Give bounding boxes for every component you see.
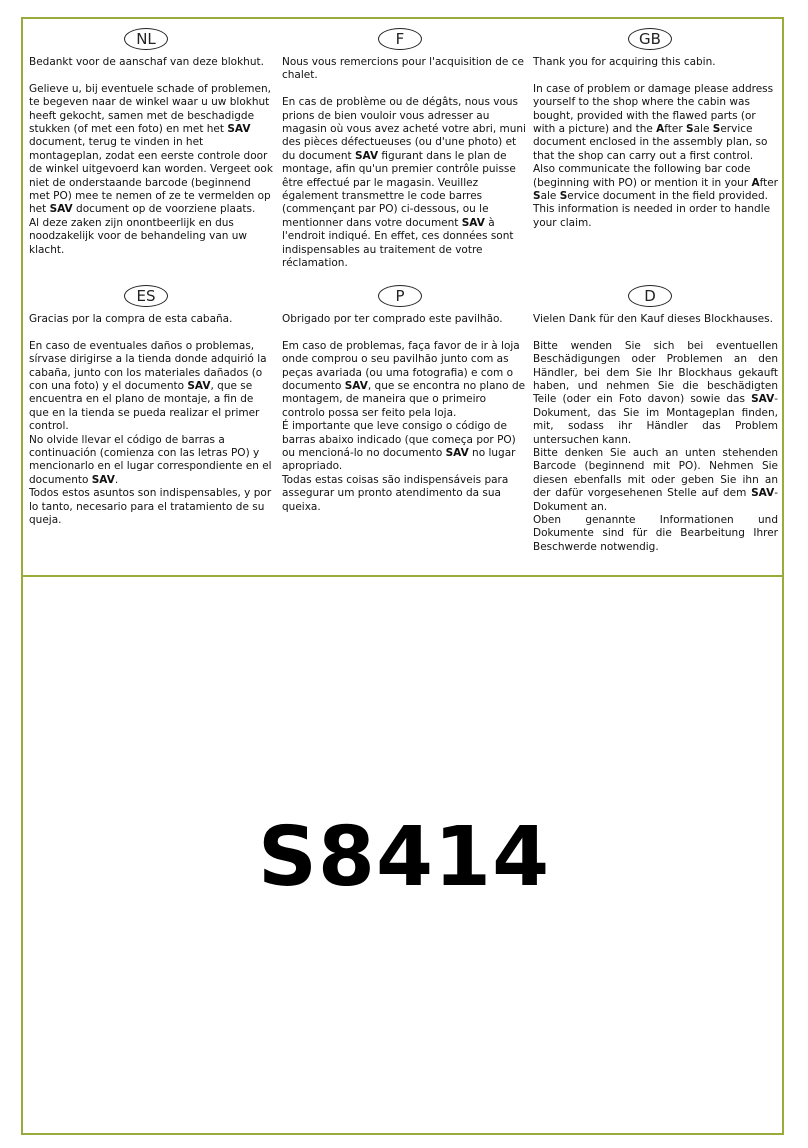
bold-term: SAV: [227, 123, 251, 136]
text-run: ale: [693, 123, 713, 136]
section-f: [282, 28, 527, 270]
text-run: Bitte denken Sie auch an unten stehenden Barcode (beginnend mit PO). Nehmen Sie diesen ebenfalls mit oder geben Sie ihn an der dafür vorgesehenen Stelle auf dem: [533, 447, 778, 500]
text-run: No olvide llevar el código de barras a continuación (comienza con las letras PO) y mencionarlo en el lugar correspondiente en el documento: [29, 433, 272, 486]
text-run: En cas de problème ou de dégâts, nous vous prions de bien vouloir vous adresser au magasin où vous avez acheté votre abri, muni des pièces défectueuses (ou d'une photo) et du document: [282, 96, 526, 162]
text-run: Todos estos asuntos son indispensables, y por lo tanto, necesario para el tratamiento de su queja.: [29, 487, 272, 527]
text-run: Gelieve u, bij eventuele schade of problemen, te begeven naar de winkel waar u uw blokhut heeft gekocht, samen met de beschadigde stukken (of met een foto) en met het: [29, 82, 271, 136]
text-run: Oben genannte Informationen und Dokumente sind für die Bearbeitung Ihrer Beschwerde notwendig.: [533, 514, 778, 553]
bold-term: SAV: [751, 393, 775, 406]
text-run: à l'endroit indiqué. En effet, ces données sont indispensables au traitement de votre réclamation.: [282, 216, 514, 270]
text-run: É importante que leve consigo o código de barras abaixo indicado (que começa por PO) ou mencioná-lo no documento: [282, 420, 516, 460]
intro-text-d: Vielen Dank für den Kauf dieses Blockhauses.: [533, 313, 773, 325]
bold-term: SAV: [751, 487, 775, 500]
body-text-p: [282, 340, 527, 514]
text-run: document, terug te vinden in het montageplan, zodat een eerste controle door de winkel uitgevoerd kan worden. Vergeet ook niet de onderstaande barcode (beginnend met PO) mee te nemen of ze te vermelden op het: [29, 136, 273, 216]
section-divider: [21, 575, 784, 577]
section-d: [533, 285, 778, 554]
bold-term: SAV: [445, 447, 469, 460]
text-run: , que se encuentra en el plano de montaje, a fin de que en la tienda se pueda realizar el primer control.: [29, 380, 260, 433]
lang-badge-d: D: [628, 285, 672, 307]
text-run: En caso de eventuales daños o problemas, sírvase dirigirse a la tienda donde adquirió la cabaña, junto con los materiales dañados (o con una foto) y el documento: [29, 339, 267, 393]
text-run: ale: [540, 190, 560, 203]
product-code: S8414: [257, 810, 551, 905]
text-run: Bitte wenden Sie sich bei eventuellen Beschädigungen oder Problemen an den Händler, bei dem Sie Ihr Blockhaus gekauft haben, und nehmen Sie die beschädigten Teile (oder ein Foto davon) sowie das: [533, 339, 778, 406]
bold-term: S: [533, 190, 541, 203]
text-run: fter: [759, 176, 778, 189]
section-gb: [533, 28, 778, 230]
bold-term: SAV: [49, 203, 73, 216]
bold-term: SAV: [461, 216, 485, 229]
bold-term: S: [686, 123, 694, 136]
text-run: no lugar apropriado.: [282, 447, 516, 473]
body-text-d: [533, 340, 778, 555]
intro-text-f: Nous vous remercions pour l'acquisition de ce chalet.: [282, 56, 524, 82]
intro-text-p: Obrigado por ter comprado este pavilhão.: [282, 313, 503, 325]
text-run: figurant dans le plan de montage, afin qu'un premier contrôle puisse être effectué par le magasin. Veuillez également transmettre le code barres (commençant par PO) ci-dessous, ou le mentionner dans votre document: [282, 149, 516, 229]
text-run: fter: [664, 123, 687, 136]
text-run: Al deze zaken zijn onontbeerlijk en dus noodzakelijk voor de behandeling van uw klacht.: [29, 216, 247, 256]
lang-badge-gb: GB: [628, 28, 672, 50]
text-run: ervice document enclosed in the assembly plan, so that the shop can carry out a first control. Also communicate the following bar code (beginning with PO) or mention it in your: [533, 123, 768, 189]
text-run: .: [114, 473, 119, 486]
intro-text-gb: Thank you for acquiring this cabin.: [533, 56, 716, 68]
section-es: [29, 285, 274, 527]
text-run: -Dokument, das Sie im Montageplan finden, mit, sodass ihr Händler das Problem untersuchen kann.: [533, 393, 778, 446]
bold-term: SAV: [91, 473, 115, 486]
body-text-f: [282, 96, 527, 270]
text-run: -Dokument an.: [533, 487, 778, 513]
intro-text-nl: Bedankt voor de aanschaf van deze blokhut.: [29, 56, 264, 68]
bold-term: SAV: [354, 149, 379, 162]
bold-term: A: [656, 123, 665, 136]
body-text-es: [29, 340, 274, 528]
body-text-gb: [533, 83, 778, 230]
lang-badge-p: P: [378, 285, 422, 307]
text-run: Em caso de problemas, faça favor de ir à loja onde comprou o seu pavilhão junto com as peças avariada (ou uma fotografia) e com o documento: [282, 339, 520, 393]
bold-term: SAV: [344, 380, 368, 393]
section-nl: [29, 28, 274, 257]
text-run: ervice document in the field provided. This information is needed in order to handle your claim.: [533, 190, 771, 229]
text-run: Todas estas coisas são indispensáveis para assegurar um pronto atendimento da sua queixa.: [282, 473, 509, 513]
text-run: , que se encontra no plano de montagem, de maneira que o primeiro controlo possa ser feito pela loja.: [282, 380, 526, 419]
lang-badge-es: ES: [124, 285, 168, 307]
bold-term: A: [751, 176, 760, 189]
lang-badge-nl: NL: [124, 28, 168, 50]
body-text-nl: [29, 83, 274, 257]
text-run: In case of problem or damage please address yourself to the shop where the cabin was bought, provided with the flawed parts (or with a picture) and the: [533, 82, 774, 136]
bold-term: S: [712, 123, 721, 136]
text-run: document op de voorziene plaats.: [72, 203, 256, 216]
bold-term: S: [559, 190, 568, 203]
section-p: [282, 285, 527, 514]
bold-term: SAV: [187, 380, 211, 393]
intro-text-es: Gracias por la compra de esta cabaña.: [29, 313, 233, 325]
lang-badge-f: F: [378, 28, 422, 50]
